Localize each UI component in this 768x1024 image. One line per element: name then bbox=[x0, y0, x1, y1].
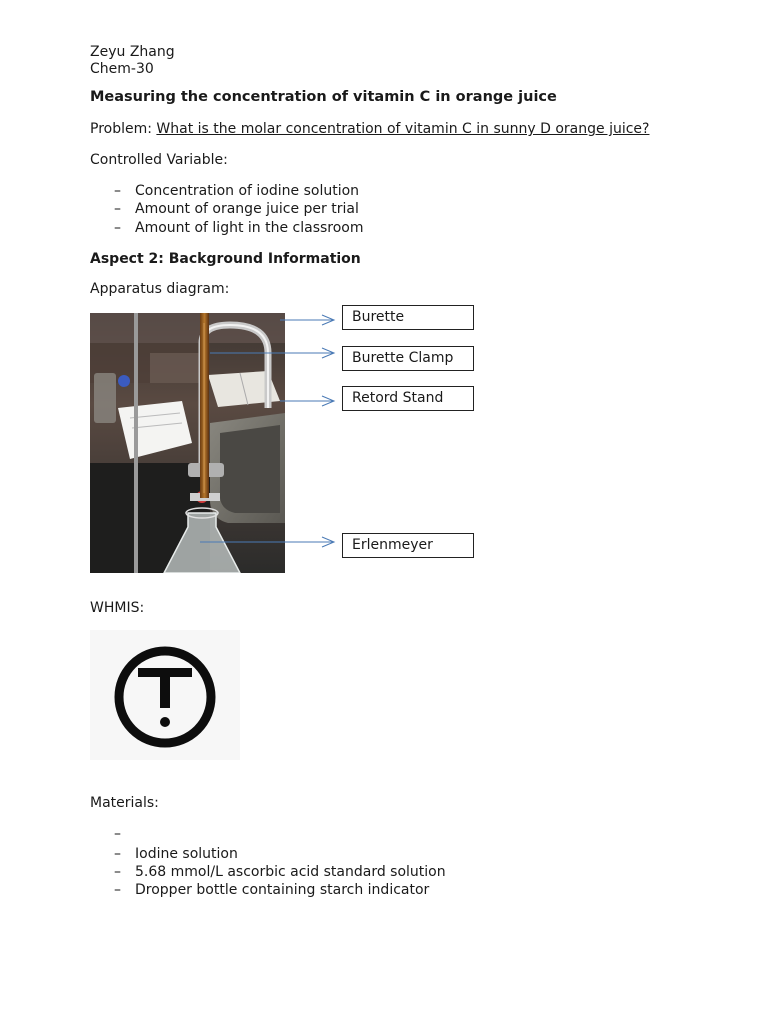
list-item: Iodine solution bbox=[135, 846, 238, 862]
apparatus-photo-drawing bbox=[90, 313, 285, 573]
list-bullet: – bbox=[114, 846, 121, 862]
arrowhead-burette-clamp bbox=[322, 348, 334, 358]
label-burette-clamp: Burette Clamp bbox=[342, 346, 474, 371]
list-item: Amount of orange juice per trial bbox=[135, 201, 359, 217]
apparatus-photo bbox=[90, 313, 285, 573]
controlled-variable-heading: Controlled Variable: bbox=[90, 152, 228, 168]
document-title: Measuring the concentration of vitamin C in orange juice bbox=[90, 89, 557, 105]
arrowhead-burette bbox=[322, 315, 334, 325]
list-bullet: – bbox=[114, 201, 121, 217]
course-code: Chem-30 bbox=[90, 61, 154, 77]
whmis-heading: WHMIS: bbox=[90, 600, 145, 616]
label-erlenmeyer: Erlenmeyer bbox=[342, 533, 474, 558]
arrowhead-erlenmeyer bbox=[322, 537, 334, 547]
list-item: Concentration of iodine solution bbox=[135, 183, 360, 199]
list-bullet: – bbox=[114, 864, 121, 880]
author-name: Zeyu Zhang bbox=[90, 44, 175, 60]
label-burette: Burette bbox=[342, 305, 474, 330]
list-item: Dropper bottle containing starch indicator bbox=[135, 882, 430, 898]
arrowhead-retord-stand bbox=[322, 396, 334, 406]
list-bullet: – bbox=[114, 826, 121, 842]
label-retord-stand: Retord Stand bbox=[342, 386, 474, 411]
problem-question: What is the molar concentration of vitamin C in sunny D orange juice? bbox=[156, 121, 650, 137]
list-bullet: – bbox=[114, 220, 121, 236]
problem-label: Problem: bbox=[90, 121, 157, 137]
whmis-symbol-icon bbox=[90, 630, 240, 760]
list-bullet: – bbox=[114, 882, 121, 898]
list-item: Amount of light in the classroom bbox=[135, 220, 364, 236]
materials-heading: Materials: bbox=[90, 795, 159, 811]
problem-statement bbox=[90, 121, 649, 137]
apparatus-diagram-heading: Apparatus diagram: bbox=[90, 281, 230, 297]
aspect2-heading: Aspect 2: Background Information bbox=[90, 251, 361, 267]
list-bullet: – bbox=[114, 183, 121, 199]
list-item: 5.68 mmol/L ascorbic acid standard solution bbox=[135, 864, 446, 880]
